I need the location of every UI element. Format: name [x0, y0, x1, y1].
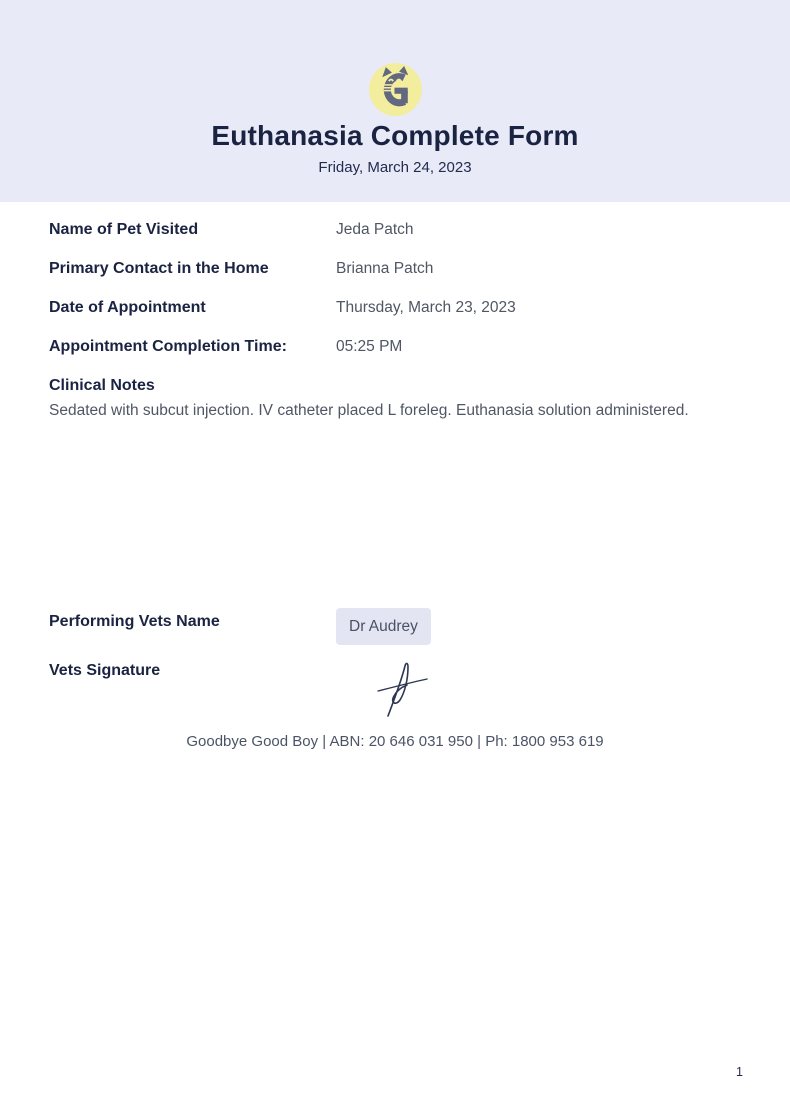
page-title: Euthanasia Complete Form	[211, 120, 579, 151]
vet-signature-image	[356, 654, 466, 724]
vet-name-label: Performing Vets Name	[49, 613, 220, 630]
field-row-appointment-date	[49, 299, 741, 317]
form-body	[0, 202, 790, 751]
clinical-notes-label: Clinical Notes	[49, 377, 155, 394]
field-row-completion-time	[49, 338, 741, 356]
field-value: Thursday, March 23, 2023	[336, 299, 516, 316]
field-label: Primary Contact in the Home	[49, 260, 269, 277]
vet-signature-label: Vets Signature	[49, 662, 161, 679]
form-header	[0, 0, 790, 202]
cat-g-logo-icon	[369, 63, 422, 116]
vet-name-row	[49, 608, 741, 645]
vet-signature-row	[49, 662, 741, 724]
field-value: Jeda Patch	[336, 221, 414, 238]
field-label: Date of Appointment	[49, 299, 206, 316]
field-row-primary-contact	[49, 260, 741, 278]
field-row-pet-name	[49, 221, 741, 239]
field-value: Brianna Patch	[336, 260, 434, 277]
vet-name-field[interactable]: Dr Audrey	[336, 608, 431, 645]
business-footer: Goodbye Good Boy | ABN: 20 646 031 950 | Ph: 1800 953 619	[186, 733, 604, 750]
clinical-notes-text: Sedated with subcut injection. IV catheter placed L foreleg. Euthanasia solution administered.	[49, 402, 689, 419]
page-number: 1	[736, 1065, 743, 1079]
field-label: Appointment Completion Time:	[49, 338, 287, 355]
field-value: 05:25 PM	[336, 338, 403, 355]
form-date: Friday, March 24, 2023	[318, 159, 472, 176]
field-label: Name of Pet Visited	[49, 221, 199, 238]
